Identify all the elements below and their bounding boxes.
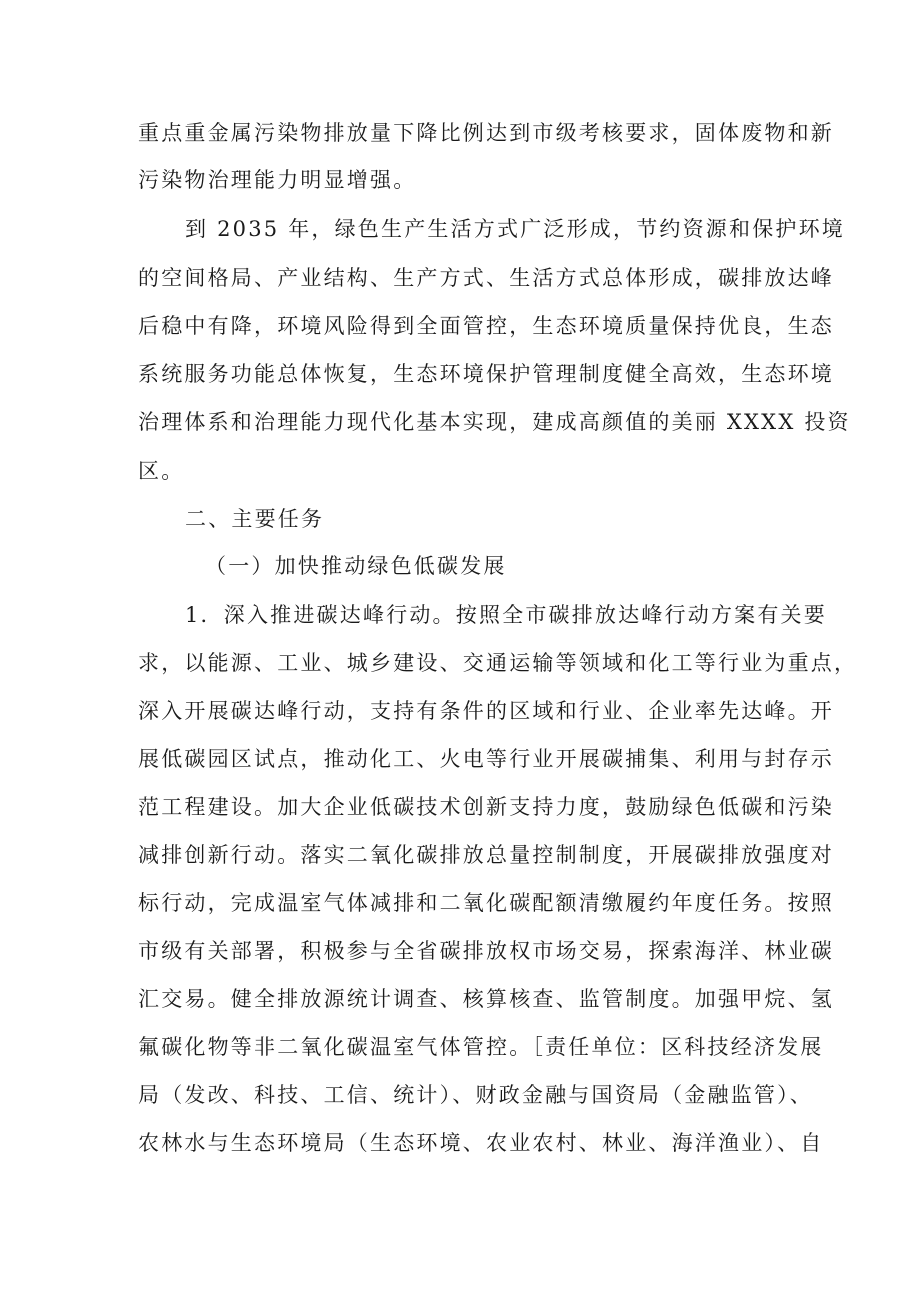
paragraph-line: 重点重金属污染物排放量下降比例达到市级考核要求，固体废物和新 [138, 121, 834, 145]
paragraph-line: 到 2035 年，绿色生产生活方式广泛形成，节约资源和保护环境 [185, 217, 845, 241]
subsection-heading: （一）加快推动绿色低碳发展 [205, 554, 507, 578]
paragraph-line: 市级有关部署，积极参与全省碳排放权市场交易，探索海洋、林业碳 [138, 939, 834, 963]
paragraph-line: 治理体系和治理能力现代化基本实现，建成高颜值的美丽 XXXX 投资 [138, 410, 851, 434]
section-heading: 二、主要任务 [185, 507, 325, 531]
paragraph-line: 污染物治理能力明显增强。 [138, 168, 417, 192]
paragraph-line: 展低碳园区试点，推动化工、火电等行业开展碳捕集、利用与封存示 [138, 747, 834, 771]
paragraph-line: 农林水与生态环境局（生态环境、农业农村、林业、海洋渔业）、自 [138, 1131, 824, 1155]
paragraph-line: 1．深入推进碳达峰行动。按照全市碳排放达峰行动方案有关要 [185, 603, 827, 627]
paragraph-line: 的空间格局、产业结构、生产方式、生活方式总体形成，碳排放达峰 [138, 266, 834, 290]
paragraph-line: 系统服务功能总体恢复，生态环境保护管理制度健全高效，生态环境 [138, 362, 834, 386]
paragraph-line: 局（发改、科技、工信、统计）、财政金融与国资局（金融监管）、 [138, 1083, 813, 1107]
paragraph-line: 减排创新行动。落实二氧化碳排放总量控制制度，开展碳排放强度对 [138, 843, 834, 867]
paragraph-line: 范工程建设。加大企业低碳技术创新支持力度，鼓励绿色低碳和污染 [138, 795, 834, 819]
paragraph-line: 深入开展碳达峰行动，支持有条件的区域和行业、企业率先达峰。开 [138, 699, 834, 723]
paragraph-line: 区。 [138, 459, 185, 483]
paragraph-line: 求，以能源、工业、城乡建设、交通运输等领域和化工等行业为重点， [138, 651, 858, 675]
paragraph-line: 氟碳化物等非二氧化碳温室气体管控。［责任单位：区科技经济发展 [138, 1035, 824, 1059]
paragraph-line: 汇交易。健全排放源统计调查、核算核查、监管制度。加强甲烷、氢 [138, 987, 834, 1011]
paragraph-line: 标行动，完成温室气体减排和二氧化碳配额清缴履约年度任务。按照 [138, 891, 834, 915]
paragraph-line: 后稳中有降，环境风险得到全面管控，生态环境质量保持优良，生态 [138, 314, 834, 338]
